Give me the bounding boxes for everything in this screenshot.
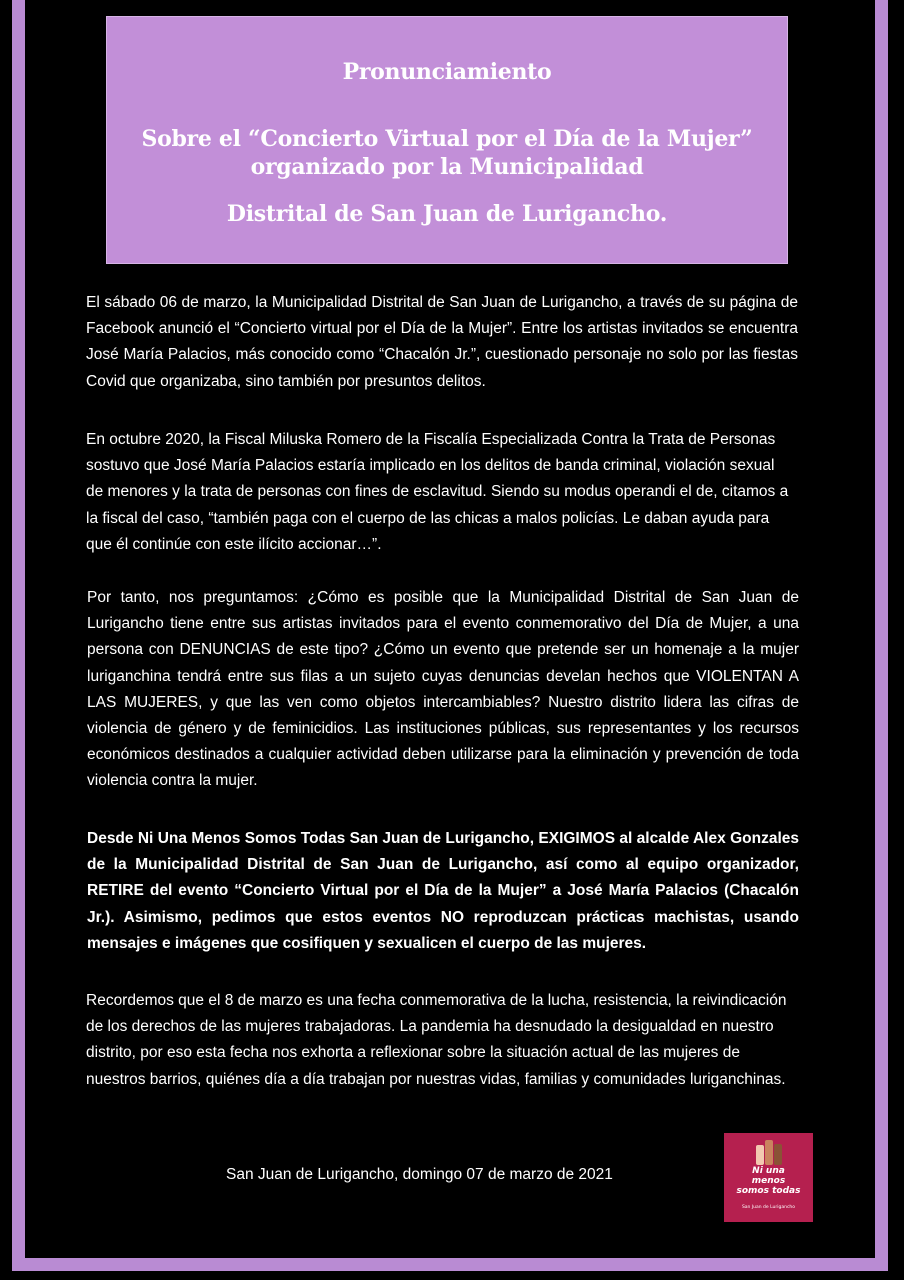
date-line: San Juan de Lurigancho, domingo 07 de marzo de 2021: [226, 1166, 613, 1183]
organization-logo: [724, 1133, 813, 1222]
logo-line-2: menos: [751, 1176, 786, 1186]
subtitle-line-3: Distrital de San Juan de Lurigancho.: [226, 201, 668, 227]
subtitle-line-2: organizado por la Municipalidad: [250, 154, 644, 180]
paragraph-questions: Por tanto, nos preguntamos: ¿Cómo es posible que la Municipalidad Distrital de San Juan de Lurigancho tiene entre sus artistas invitados para el evento conmemorativo del Día de Mujer, a una persona con DENUNCIAS de este tipo? ¿Cómo un evento que pretende ser un homenaje a la mujer luriganchina tendrá entre sus filas a un sujeto cuyas denuncias develan hechos que VIOLENTAN A LAS MUJERES, y que las ven como objetos intercambiables? Nuestro distrito lidera las cifras de violencia de género y de feminicidios. Las instituciones públicas, sus representantes y los recursos económicos destinados a cualquier actividad deben utilizarse para la eliminación y prevención de toda violencia contra la mujer.: [87, 589, 799, 790]
page-subtitle: [107, 125, 787, 181]
paragraph-accusation: En octubre 2020, la Fiscal Miluska Romero de la Fiscalía Especializada Contra la Trata de Personas sostuvo que José María Palacios estaría implicado en los delitos de banda criminal, violación sexual de menores y la trata de personas con fines de esclavitud. Siendo su modus operandi el de, citamos a la fiscal del caso, “también paga con el cuerpo de las chicas a malos policías. Le daban ayuda para que él continúe con este ilícito accionar…”.: [86, 431, 789, 553]
paragraph-closing: Recordemos que el 8 de marzo es una fecha conmemorativa de la lucha, resistencia, la reivindicación de los derechos de las mujeres trabajadoras. La pandemia ha desnudado la desigualdad en nuestro distrito, por eso esta fecha nos exhorta a reflexionar sobre la situación actual de las mujeres de nuestros barrios, quiénes día a día trabajan por nuestras vidas, familias y comunidades luriganchinas.: [86, 992, 787, 1088]
header-banner: [106, 16, 788, 264]
logo-line-3: somos todas: [736, 1186, 801, 1196]
logo-wordmark: [724, 1166, 813, 1196]
paragraph-demand: Desde Ni Una Menos Somos Todas San Juan de Lurigancho, EXIGIMOS al alcalde Alex Gonzales de la Municipalidad Distrital de San Juan de Lurigancho, así como al equipo organizador, RETIRE del evento “Concierto Virtual por el Día de la Mujer” a José María Palacios (Chacalón Jr.). Asimismo, pedimos que estos eventos NO reproduzcan prácticas machistas, usando mensajes e imágenes que cosifiquen y sexualicen el cuerpo de las mujeres.: [87, 830, 799, 952]
page-title: Pronunciamiento: [342, 59, 552, 85]
paragraph-announcement: El sábado 06 de marzo, la Municipalidad Distrital de San Juan de Lurigancho, a través de su página de Facebook anunció el “Concierto virtual por el Día de la Mujer”. Entre los artistas invitados se encuentra José María Palacios, más conocido como “Chacalón Jr.”, cuestionado personaje no solo por las fiestas Covid que organizaba, sino también por presuntos delitos.: [86, 294, 798, 390]
raised-fists-icon: [752, 1137, 786, 1167]
logo-subline: San Juan de Lurigancho: [741, 1205, 796, 1210]
subtitle-line-1: Sobre el “Concierto Virtual por el Día de la Mujer”: [141, 126, 753, 152]
logo-line-1: Ni una: [752, 1166, 785, 1176]
